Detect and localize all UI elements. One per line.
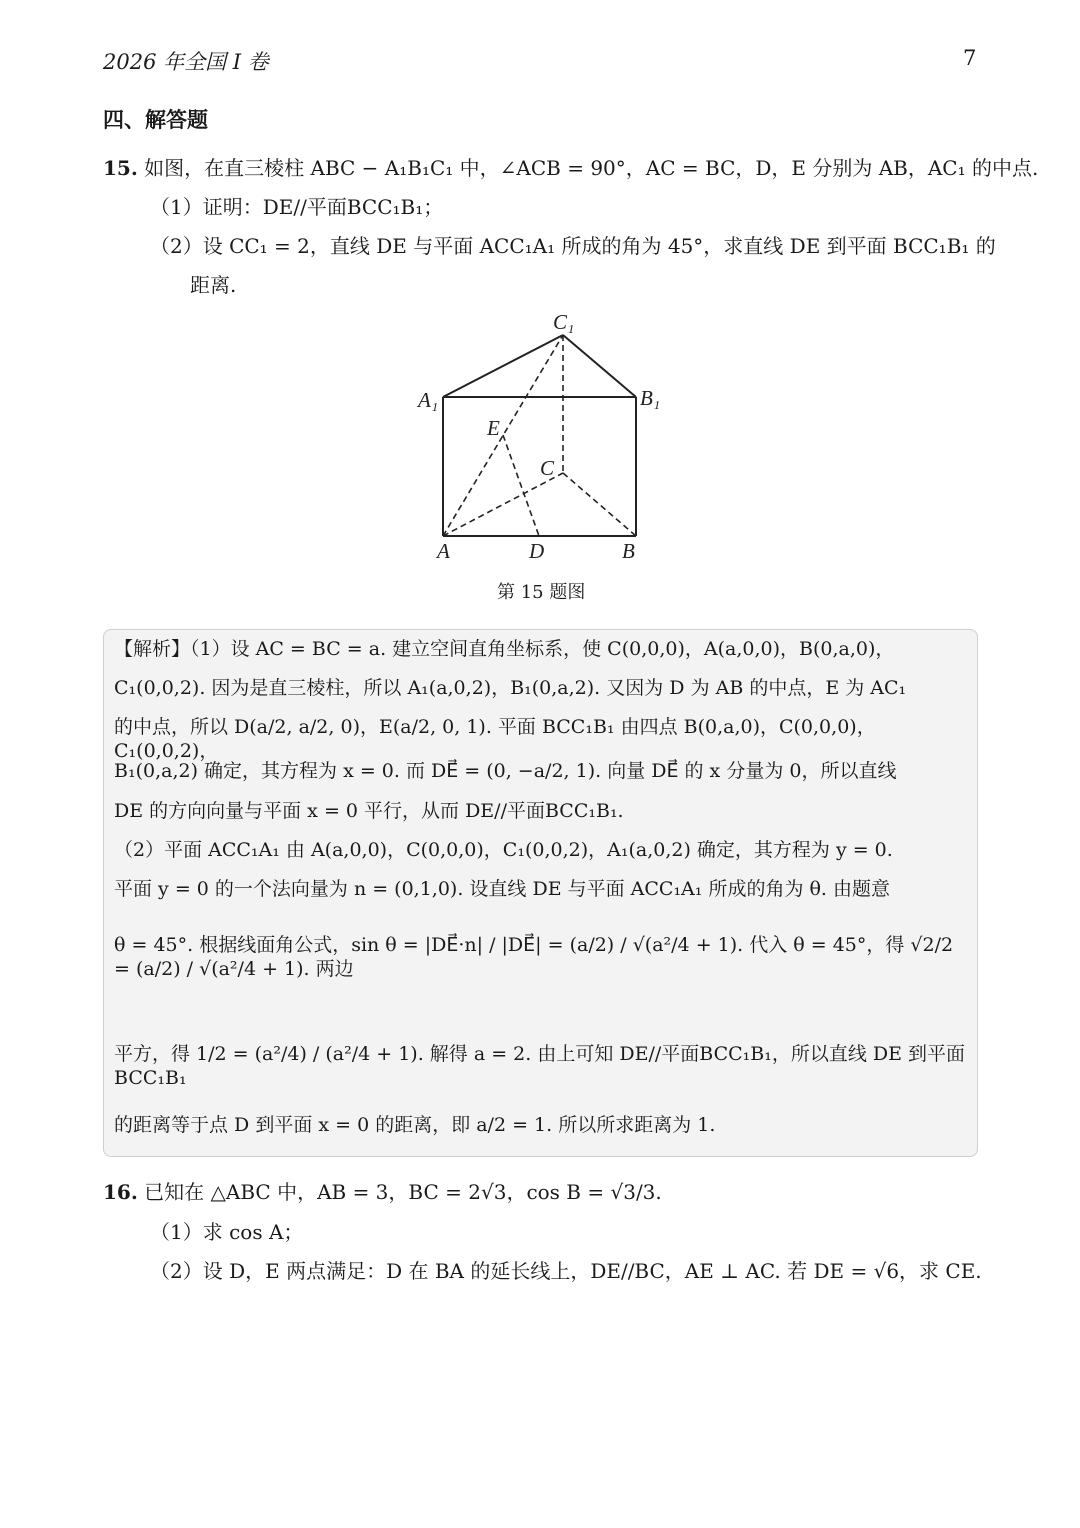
solution-line: C₁(0,0,2). 因为是直三棱柱，所以 A₁(a,0,2)，B₁(0,a,2). 又因为 D 为 AB 的中点，E 为 AC₁ xyxy=(114,677,907,699)
solution-line: 的中点，所以 D(a/2, a/2, 0)，E(a/2, 0, 1). 平面 BCC₁B₁ 由四点 B(0,a,0)，C(0,0,0)，C₁(0,0,2)， xyxy=(114,716,876,762)
label-b1: B₁ xyxy=(640,386,661,410)
label-a: A xyxy=(437,539,450,563)
solution-line: θ = 45°. 根据线面角公式，sin θ = |DE⃗·n| / |DE⃗| = (a/2) / √(a²/4 + 1). 代入 θ = 45°，得 √2/2 = (a/2) / √(a²/4 + 1). 两边 xyxy=(114,934,954,980)
question-16-part1: （1）求 cos A； xyxy=(150,1220,304,1244)
question-15-part1: （1）证明：DE//平面BCC₁B₁； xyxy=(150,195,444,219)
solution-line: 【解析】（1）设 AC = BC = a. 建立空间直角坐标系，使 C(0,0,0)，A(a,0,0)，B(0,a,0)， xyxy=(114,638,895,660)
question-text: 如图，在直三棱柱 ABC − A₁B₁C₁ 中，∠ACB = 90°，AC = BC，D，E 分别为 AB，AC₁ 的中点. xyxy=(144,156,1039,180)
solution-line: 平方，得 1/2 = (a²/4) / (a²/4 + 1). 解得 a = 2. 由上可知 DE//平面BCC₁B₁，所以直线 DE 到平面 BCC₁B₁ xyxy=(114,1043,966,1089)
label-a1: A₁ xyxy=(418,388,439,412)
label-b: B xyxy=(622,539,635,563)
prism-figure xyxy=(400,305,690,575)
label-d: D xyxy=(529,539,545,563)
solution-line: （2）平面 ACC₁A₁ 由 A(a,0,0)，C(0,0,0)，C₁(0,0,2)，A₁(a,0,2) 确定，其方程为 y = 0. xyxy=(114,839,893,861)
solution-line: 平面 y = 0 的一个法向量为 n = (0,1,0). 设直线 DE 与平面 ACC₁A₁ 所成的角为 θ. 由题意 xyxy=(114,878,890,900)
question-15-part2-cont: 距离. xyxy=(190,273,237,297)
hidden-edges xyxy=(443,335,636,536)
solution-line: B₁(0,a,2) 确定，其方程为 x = 0. 而 DE⃗ = (0, −a/2, 1). 向量 DE⃗ 的 x 分量为 0，所以直线 xyxy=(114,760,897,782)
figure-caption: 第 15 题图 xyxy=(497,582,586,603)
question-text: 已知在 △ABC 中，AB = 3，BC = 2√3，cos B = √3/3. xyxy=(144,1180,662,1204)
label-e: E xyxy=(487,416,500,440)
solution-line: 的距离等于点 D 到平面 x = 0 的距离，即 a/2 = 1. 所以所求距离为 1. xyxy=(114,1114,716,1136)
question-16-part2: （2）设 D，E 两点满足：D 在 BA 的延长线上，DE//BC，AE ⊥ AC. 若 DE = √6，求 CE. xyxy=(150,1259,982,1283)
question-number: 16. xyxy=(103,1180,138,1204)
section-title: 四、解答题 xyxy=(103,107,208,132)
question-15-part2: （2）设 CC₁ = 2，直线 DE 与平面 ACC₁A₁ 所成的角为 45°，求直线 DE 到平面 BCC₁B₁ 的 xyxy=(150,234,996,258)
page-number: 7 xyxy=(963,46,977,70)
question-16-stem xyxy=(103,1178,662,1206)
solid-edges xyxy=(443,335,636,536)
solution-line: DE 的方向向量与平面 x = 0 平行，从而 DE//平面BCC₁B₁. xyxy=(114,800,624,822)
header-title: 2026 年全国 I 卷 xyxy=(103,50,269,74)
label-c: C xyxy=(540,456,555,480)
question-15-stem xyxy=(103,154,1038,182)
label-c1: C₁ xyxy=(553,310,575,334)
question-number: 15. xyxy=(103,156,138,180)
